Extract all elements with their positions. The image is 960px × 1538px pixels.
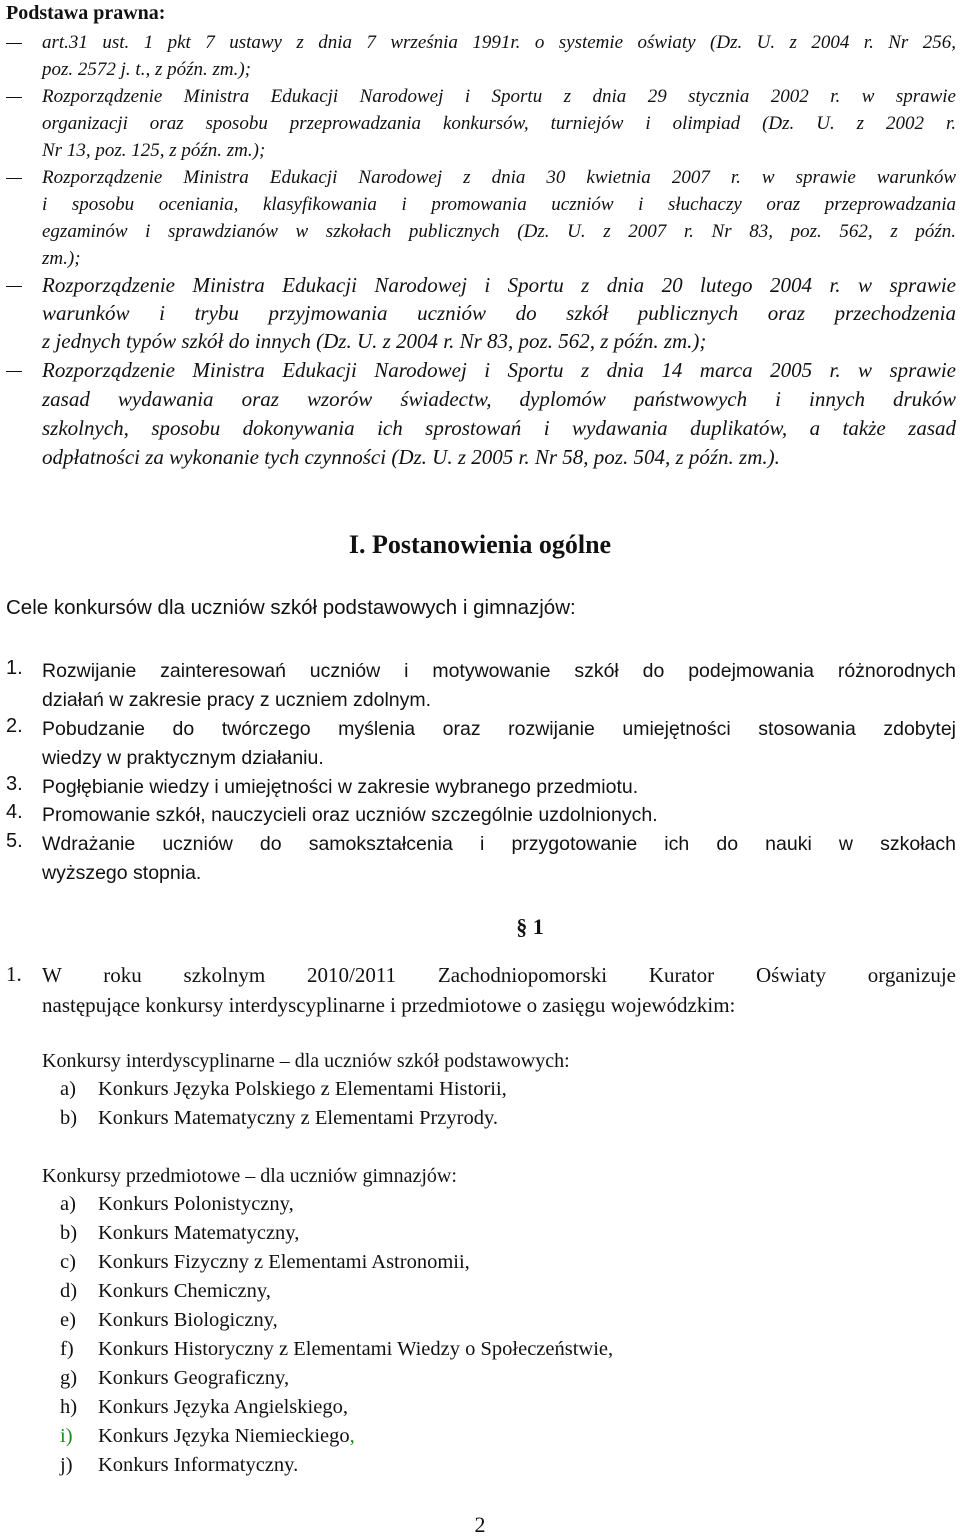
contest-item [60,1280,271,1303]
contest-item [60,1193,294,1216]
section-title: I. Postanowienia ogólne [348,530,612,559]
contest-name: Konkurs Polonistyczny, [98,1193,294,1215]
legal-basis-heading: Podstawa prawna: [6,2,166,24]
legal-line: art.31 ust. 1 pkt 7 ustawy z dnia 7 września 1991r. o systemie oświaty (Dz. U. z 2004 r. Nr 256, [42,32,956,53]
dash-bullet [6,178,22,179]
contest-letter: c) [60,1251,76,1273]
goal-number: 4. [6,801,23,823]
legal-line: Nr 13, poz. 125, z późn. zm.); [42,140,266,161]
contest-letter: f) [60,1338,74,1360]
goal-line: Wdrażanie uczniów do samokształcenia i przygotowanie ich do nauki w szkołach [42,833,956,855]
contest-item [60,1396,348,1419]
contest-letter: d) [60,1280,78,1302]
contest-letter: a) [60,1078,76,1100]
legal-line: i sposobu oceniania, klasyfikowania i promowania uczniów i słuchaczy oraz przeprowadzania [42,194,956,215]
contest-item [60,1222,299,1245]
goal-line: Promowanie szkół, nauczycieli oraz uczniów szczególnie uzdolnionych. [42,804,658,826]
paragraph-mark: § 1 [516,914,544,939]
paragraph-line: W roku szkolnym 2010/2011 Zachodniopomorski Kurator Oświaty organizuje [42,963,956,987]
goal-number: 5. [6,830,23,852]
contest-letter: b) [60,1222,78,1244]
contest-item [60,1078,507,1101]
contest-letter: j) [60,1454,73,1476]
contest-name: Konkurs Języka Polskiego z Elementami Historii, [98,1078,507,1100]
contest-name: Konkurs Matematyczny z Elementami Przyrody. [98,1107,499,1129]
contest-name: Konkurs Języka Niemieckiego [98,1425,350,1447]
dash-bullet [6,43,22,44]
legal-line: egzaminów i sprawdzianów w szkołach publicznych (Dz. U. z 2007 r. Nr 83, poz. 562, z późn. [42,221,956,242]
contest-letter: i) [60,1425,73,1447]
contest-name: Konkurs Historyczny z Elementami Wiedzy o Społeczeństwie, [98,1338,614,1360]
goals-intro: Cele konkursów dla uczniów szkół podstawowych i gimnazjów: [6,596,576,619]
contest-item [60,1454,298,1477]
contest-name: Konkurs Języka Angielskiego, [98,1396,348,1418]
legal-line: poz. 2572 j. t., z późn. zm.); [42,59,252,80]
legal-line: zasad wydawania oraz wzorów świadectw, dyplomów państwowych i innych druków [42,387,956,411]
paragraph-point-number: 1. [6,962,22,986]
contest-item [60,1107,498,1130]
goal-line: wyższego stopnia. [42,862,202,884]
contest-name: Konkurs Chemiczny, [98,1280,271,1302]
contest-name: Konkurs Informatyczny. [98,1454,299,1476]
legal-line: Rozporządzenie Ministra Edukacji Narodowej i Sportu z dnia 14 marca 2005 r. w sprawie [42,358,956,382]
goal-number: 2. [6,715,23,737]
goal-line: Pobudzanie do twórczego myślenia oraz rozwijanie umiejętności stosowania zdobytej [42,718,956,740]
contest-letter: h) [60,1396,78,1418]
legal-line: organizacji oraz sposobu przeprowadzania konkursów, turniejów i olimpiad (Dz. U. z 2002 r. [42,113,956,134]
contest-letter: b) [60,1107,78,1129]
contest-item [60,1367,289,1390]
legal-line: zm.); [42,248,81,269]
contest-item [60,1251,470,1274]
contest-name: Konkurs Geograficzny, [98,1367,290,1389]
subject-contests-title: Konkursy przedmiotowe – dla uczniów gimnazjów: [42,1165,457,1187]
contest-name: Konkurs Matematyczny, [98,1222,300,1244]
contest-name-suffix: , [349,1425,355,1447]
goal-line: działań w zakresie pracy z uczniem zdolnym. [42,689,432,711]
dash-bullet [6,97,22,98]
dash-bullet [6,371,22,372]
legal-line: z jednych typów szkół do innych (Dz. U. z 2004 r. Nr 83, poz. 562, z późn. zm.); [42,329,707,353]
legal-line: odpłatności za wykonanie tych czynności (Dz. U. z 2005 r. Nr 58, poz. 504, z późn. zm.). [42,445,780,469]
goal-number: 3. [6,773,23,795]
contest-item [60,1338,613,1361]
contest-letter: e) [60,1309,76,1331]
legal-line: Rozporządzenie Ministra Edukacji Narodowej i Sportu z dnia 20 lutego 2004 r. w sprawie [42,273,956,297]
legal-line: Rozporządzenie Ministra Edukacji Narodowej z dnia 30 kwietnia 2007 r. w sprawie warunków [42,167,956,188]
legal-line: Rozporządzenie Ministra Edukacji Narodowej i Sportu z dnia 29 stycznia 2002 r. w sprawie [42,86,956,107]
goal-line: Rozwijanie zainteresowań uczniów i motywowanie szkół do podejmowania różnorodnych [42,660,956,682]
goal-line: Pogłębianie wiedzy i umiejętności w zakresie wybranego przedmiotu. [42,776,639,798]
contest-item [60,1309,278,1332]
paragraph-line: następujące konkursy interdyscyplinarne i przedmiotowe o zasięgu wojewódzkim: [42,993,736,1017]
page-number: 2 [474,1512,486,1537]
goal-line: wiedzy w praktycznym działaniu. [42,747,324,769]
contest-name: Konkurs Biologiczny, [98,1309,278,1331]
goal-number: 1. [6,657,23,679]
contest-item [60,1425,355,1448]
legal-line: szkolnych, sposobu dokonywania ich sprostowań i wydawania duplikatów, a także zasad [42,416,956,440]
interdisciplinary-contests-title: Konkursy interdyscyplinarne – dla uczniów szkół podstawowych: [42,1050,570,1072]
legal-line: warunków i trybu przyjmowania uczniów do szkół publicznych oraz przechodzenia [42,301,956,325]
contest-name: Konkurs Fizyczny z Elementami Astronomii, [98,1251,470,1273]
dash-bullet [6,286,22,287]
contest-letter: g) [60,1367,78,1389]
contest-letter: a) [60,1193,76,1215]
